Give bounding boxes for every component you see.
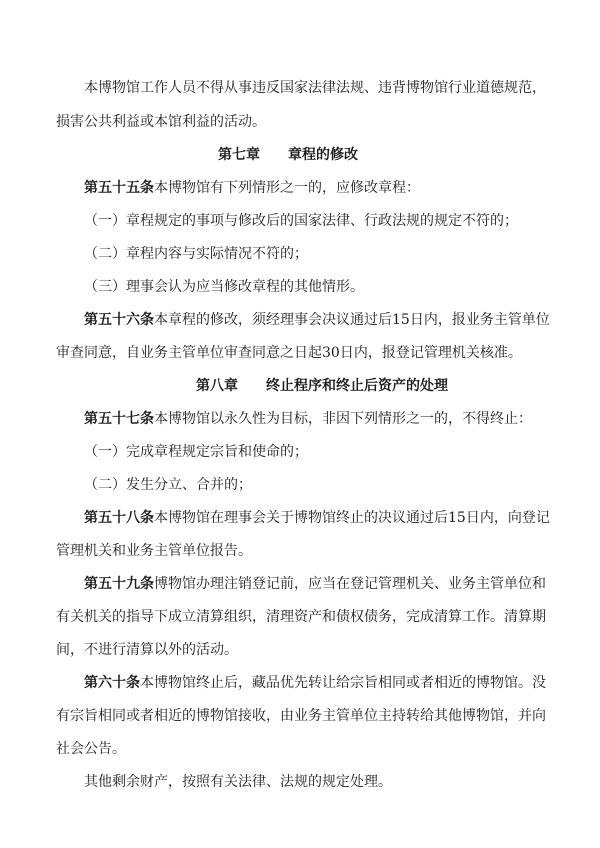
article-58-line-2: 管理机关和业务主管单位报告。 <box>56 543 252 559</box>
chapter-8-heading: 第八章 终止程序和终止后资产的处理 <box>196 378 448 394</box>
paragraph-staff-line-2: 损害公共利益或本馆利益的活动。 <box>56 114 266 130</box>
article-57-text: 本博物馆以永久性为目标，非因下列情形之一的，不得终止： <box>154 411 532 427</box>
article-55-text: 本博物馆有下列情形之一的，应修改章程： <box>154 180 420 196</box>
article-59-line-3: 间，不进行清算以外的活动。 <box>56 642 238 658</box>
article-60-label: 第六十条 <box>84 675 140 691</box>
article-60-line-3: 社会公告。 <box>56 741 126 757</box>
article-55-item-1: （一）章程规定的事项与修改后的国家法律、行政法规的规定不符的； <box>84 213 518 229</box>
article-59-label: 第五十九条 <box>84 576 154 592</box>
article-60-text: 本博物馆终止后，藏品优先转让给宗旨相同或者相近的博物馆。没 <box>140 675 546 691</box>
article-58-line-1 <box>84 508 550 528</box>
chapter-7-heading: 第七章 章程的修改 <box>218 147 358 163</box>
article-56-line-1 <box>84 310 550 330</box>
article-59-line-1 <box>84 574 546 594</box>
article-55-item-2: （二）章程内容与实际情况不符的； <box>84 246 308 262</box>
article-55-item-3: （三）理事会认为应当修改章程的其他情形。 <box>84 279 364 295</box>
article-56-line-2: 审查同意，自业务主管单位审查同意之日起30日内，报登记管理机关核准。 <box>56 345 522 361</box>
article-56-label: 第五十六条 <box>84 312 154 328</box>
article-55 <box>84 178 420 198</box>
article-57-item-1: （一）完成章程规定宗旨和使命的； <box>84 444 308 460</box>
article-57 <box>84 409 532 429</box>
article-60-line-1 <box>84 673 546 693</box>
article-58-text: 本博物馆在理事会关于博物馆终止的决议通过后15日内，向登记 <box>154 510 550 526</box>
article-57-label: 第五十七条 <box>84 411 154 427</box>
article-59-line-2: 有关机关的指导下成立清算组织，清理资产和债权债务，完成清算工作。清算期 <box>56 609 546 625</box>
final-paragraph: 其他剩余财产，按照有关法律、法规的规定处理。 <box>84 774 392 790</box>
article-57-item-2: （二）发生分立、合并的； <box>84 477 252 493</box>
article-56-text: 本章程的修改，须经理事会决议通过后15日内，报业务主管单位 <box>154 312 550 328</box>
article-55-label: 第五十五条 <box>84 180 154 196</box>
paragraph-staff-line-1: 本博物馆工作人员不得从事违反国家法律法规、违背博物馆行业道德规范， <box>84 80 546 96</box>
article-58-label: 第五十八条 <box>84 510 154 526</box>
article-59-text: 博物馆办理注销登记前，应当在登记管理机关、业务主管单位和 <box>154 576 546 592</box>
article-60-line-2: 有宗旨相同或者相近的博物馆接收，由业务主管单位主持转给其他博物馆，并向 <box>56 708 546 724</box>
